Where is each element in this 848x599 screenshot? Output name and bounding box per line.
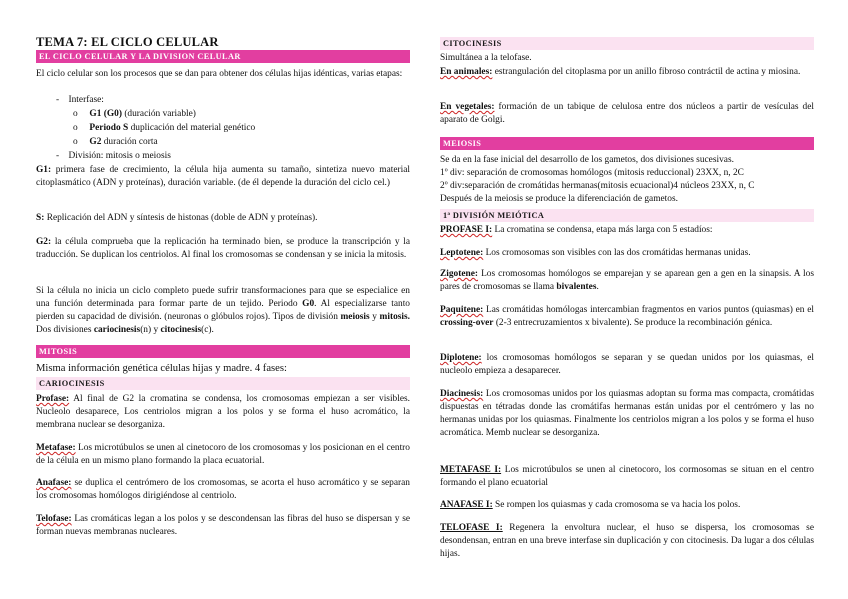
profase1-paragraph: PROFASE I: La cromatina se condensa, etapa más larga con 5 estadíos: — [440, 225, 713, 235]
animales-paragraph: En animales: estrangulación del citoplasma por un anillo fibroso contráctil de actina y miosina. — [440, 67, 801, 77]
dash-bullet: - — [56, 151, 60, 161]
diploteno-paragraph: Diplotene: los cromosomas homólogos se separan y se quedan unidos por los quiasmas, el nucleolo empieza a desaparecer. — [440, 353, 814, 377]
meiosis-line-1: Se da en la fase inicial del desarrollo de los gametos, dos divisiones sucesivas. — [440, 155, 734, 165]
metafase1-paragraph: METAFASE I: Los microtúbulos se unen al cinetocoro, los cormosomas se situan en el centro formando el plano ecuatorial — [440, 465, 814, 489]
zigoteno-paragraph: Zigotene: Los cromosomas homólogos se emparejan y se aparean gen a gen en la sinapsis. A los pares de cromosomas se llama bivalentes. — [440, 269, 814, 293]
citocinesis-line: Simultánea a la telofase. — [440, 53, 532, 63]
g1-paragraph: G1: primera fase de crecimiento, la célula hija aumenta su tamaño, sintetiza nuevo material citoplasmático (ADN y proteínas), duración variable. (de él depende la duración del ciclo cel.) — [36, 165, 410, 189]
g0-paragraph: Si la célula no inicia un ciclo completo puede sufrir transformaciones para que se especialice en una función determinada para formar parte de un tejido. Periodo G0. Al especializarse tanto pierden su capacidad de división. (neuronas o glóbulos rojos). Tipos de división meiosis y mitosis. Dos divisiones cariocinesis(n) y citocinesis(c). — [36, 286, 411, 336]
section-header-citocinesis: CITOCINESIS — [440, 37, 814, 50]
diacinesis-paragraph: Diacinesis: Los cromosomas unidos por los quiasmas adoptan su forma mas compacta, cromátidas dispuestas en tétradas donde las cromátifas hermanas están unidas por el centrómero y las no hermanas unidas por los quiasmas. Finalmente los centriolos migran a los polos y se forma el huso acromática. Memb nuclear se desorganiza. — [440, 389, 814, 439]
section-header-division-1: 1ª DIVISIÓN MEIÓTICA — [440, 209, 814, 222]
profase-paragraph: Profase: Al final de G2 la cromatina se condensa, los cromosomas empiezan a ser visibles. Nucleolo desaparece, Los centriolos migran a los polos y se forma el huso acromático, la membrana nuclear se desorganiza. — [36, 394, 410, 431]
meiosis-line-2: 1º div: separación de cromosomas homólogos (mitosis reduccional) 23XX, n, 2C — [440, 168, 744, 178]
intro-paragraph: El ciclo celular son los procesos que se dan para obtener dos células hijas idénticas, varias etapas: — [36, 69, 403, 79]
g2-paragraph: G2: la célula comprueba que la replicación ha terminado bien, se produce la transcripción y la traducción. Se duplican los centriolos. Al final los cromosomas se condensan y se inicia la mitosis. — [36, 237, 410, 261]
section-header-cariocinesis: CARIOCINESIS — [36, 377, 410, 390]
telofase-paragraph: Telofase: Las cromáticas legan a los polos y se descondensan las fibras del huso se dispersan y se forman nuevas membranas nucleares. — [36, 514, 410, 538]
section-header-meiosis: MEIOSIS — [440, 137, 814, 150]
list-item-division: - División: mitosis o meiosis — [56, 151, 171, 161]
circle-bullet-icon: o — [73, 109, 78, 119]
s-paragraph: S: Replicación del ADN y síntesis de histonas (doble de ADN y proteínas). — [36, 213, 318, 223]
meiosis-line-3: 2º div:separación de cromátidas hermanas(mitosis ecuacional)4 núcleos 23XX, n, C — [440, 181, 755, 191]
vegetales-paragraph: En vegetales: formación de un tabique de celulosa entre dos núcleos a partir de vesículas del aparato de Golgi. — [440, 102, 814, 126]
anafase1-paragraph: ANAFASE I: Se rompen los quiasmas y cada cromosoma se va hacia los polos. — [440, 500, 741, 510]
telofase1-paragraph: TELOFASE I: Regenera la envoltura nuclear, el huso se dispersa, los cromosomas se desondensan, entran en una breve interfase sin duplicación y con citocinesis. Da lugar a dos células hijas. — [440, 523, 814, 560]
circle-bullet-icon: o — [73, 137, 78, 147]
list-item-interfase: - Interfase: — [56, 95, 104, 105]
dash-bullet: - — [56, 95, 60, 105]
mitosis-intro: Misma información genética células hijas y madre. 4 fases: — [36, 363, 287, 374]
section-header-mitosis: MITOSIS — [36, 345, 410, 358]
list-item-g2: o G2 duración corta — [73, 137, 158, 147]
list-item-g1: o G1 (G0) (duración variable) — [73, 109, 196, 119]
meiosis-line-4: Después de la meiosis se produce la diferenciación de gametos. — [440, 194, 678, 204]
anafase-paragraph: Anafase: se duplica el centrómero de los cromosomas, se acorta el huso acromático y se separan los cromosomas homólogos dirigiéndose al centriolo. — [36, 478, 410, 502]
metafase-paragraph: Metafase: Los microtúbulos se unen al cinetocoro de los cromosomas y los posicionan en el centro de la célula en un mismo plano formando la placa ecuatorial. — [36, 443, 410, 467]
section-header-ciclo: EL CICLO CELULAR Y LA DIVISION CELULAR — [36, 50, 410, 63]
paquiteno-paragraph: Paquitene: Las cromátidas homólogas intercambian fragmentos en varios puntos (quiasmas) en el crossing-over (2-3 entrecruzamientos x bivalente). Se produce la recombinación génica. — [440, 305, 814, 329]
list-item-s: o Periodo S duplicación del material genético — [73, 123, 256, 133]
circle-bullet-icon: o — [73, 123, 78, 133]
page-title: TEMA 7: EL CICLO CELULAR — [36, 35, 219, 49]
leptoteno-paragraph: Leptotene: Los cromosomas son visibles con las dos cromátidas hermanas unidas. — [440, 248, 751, 258]
